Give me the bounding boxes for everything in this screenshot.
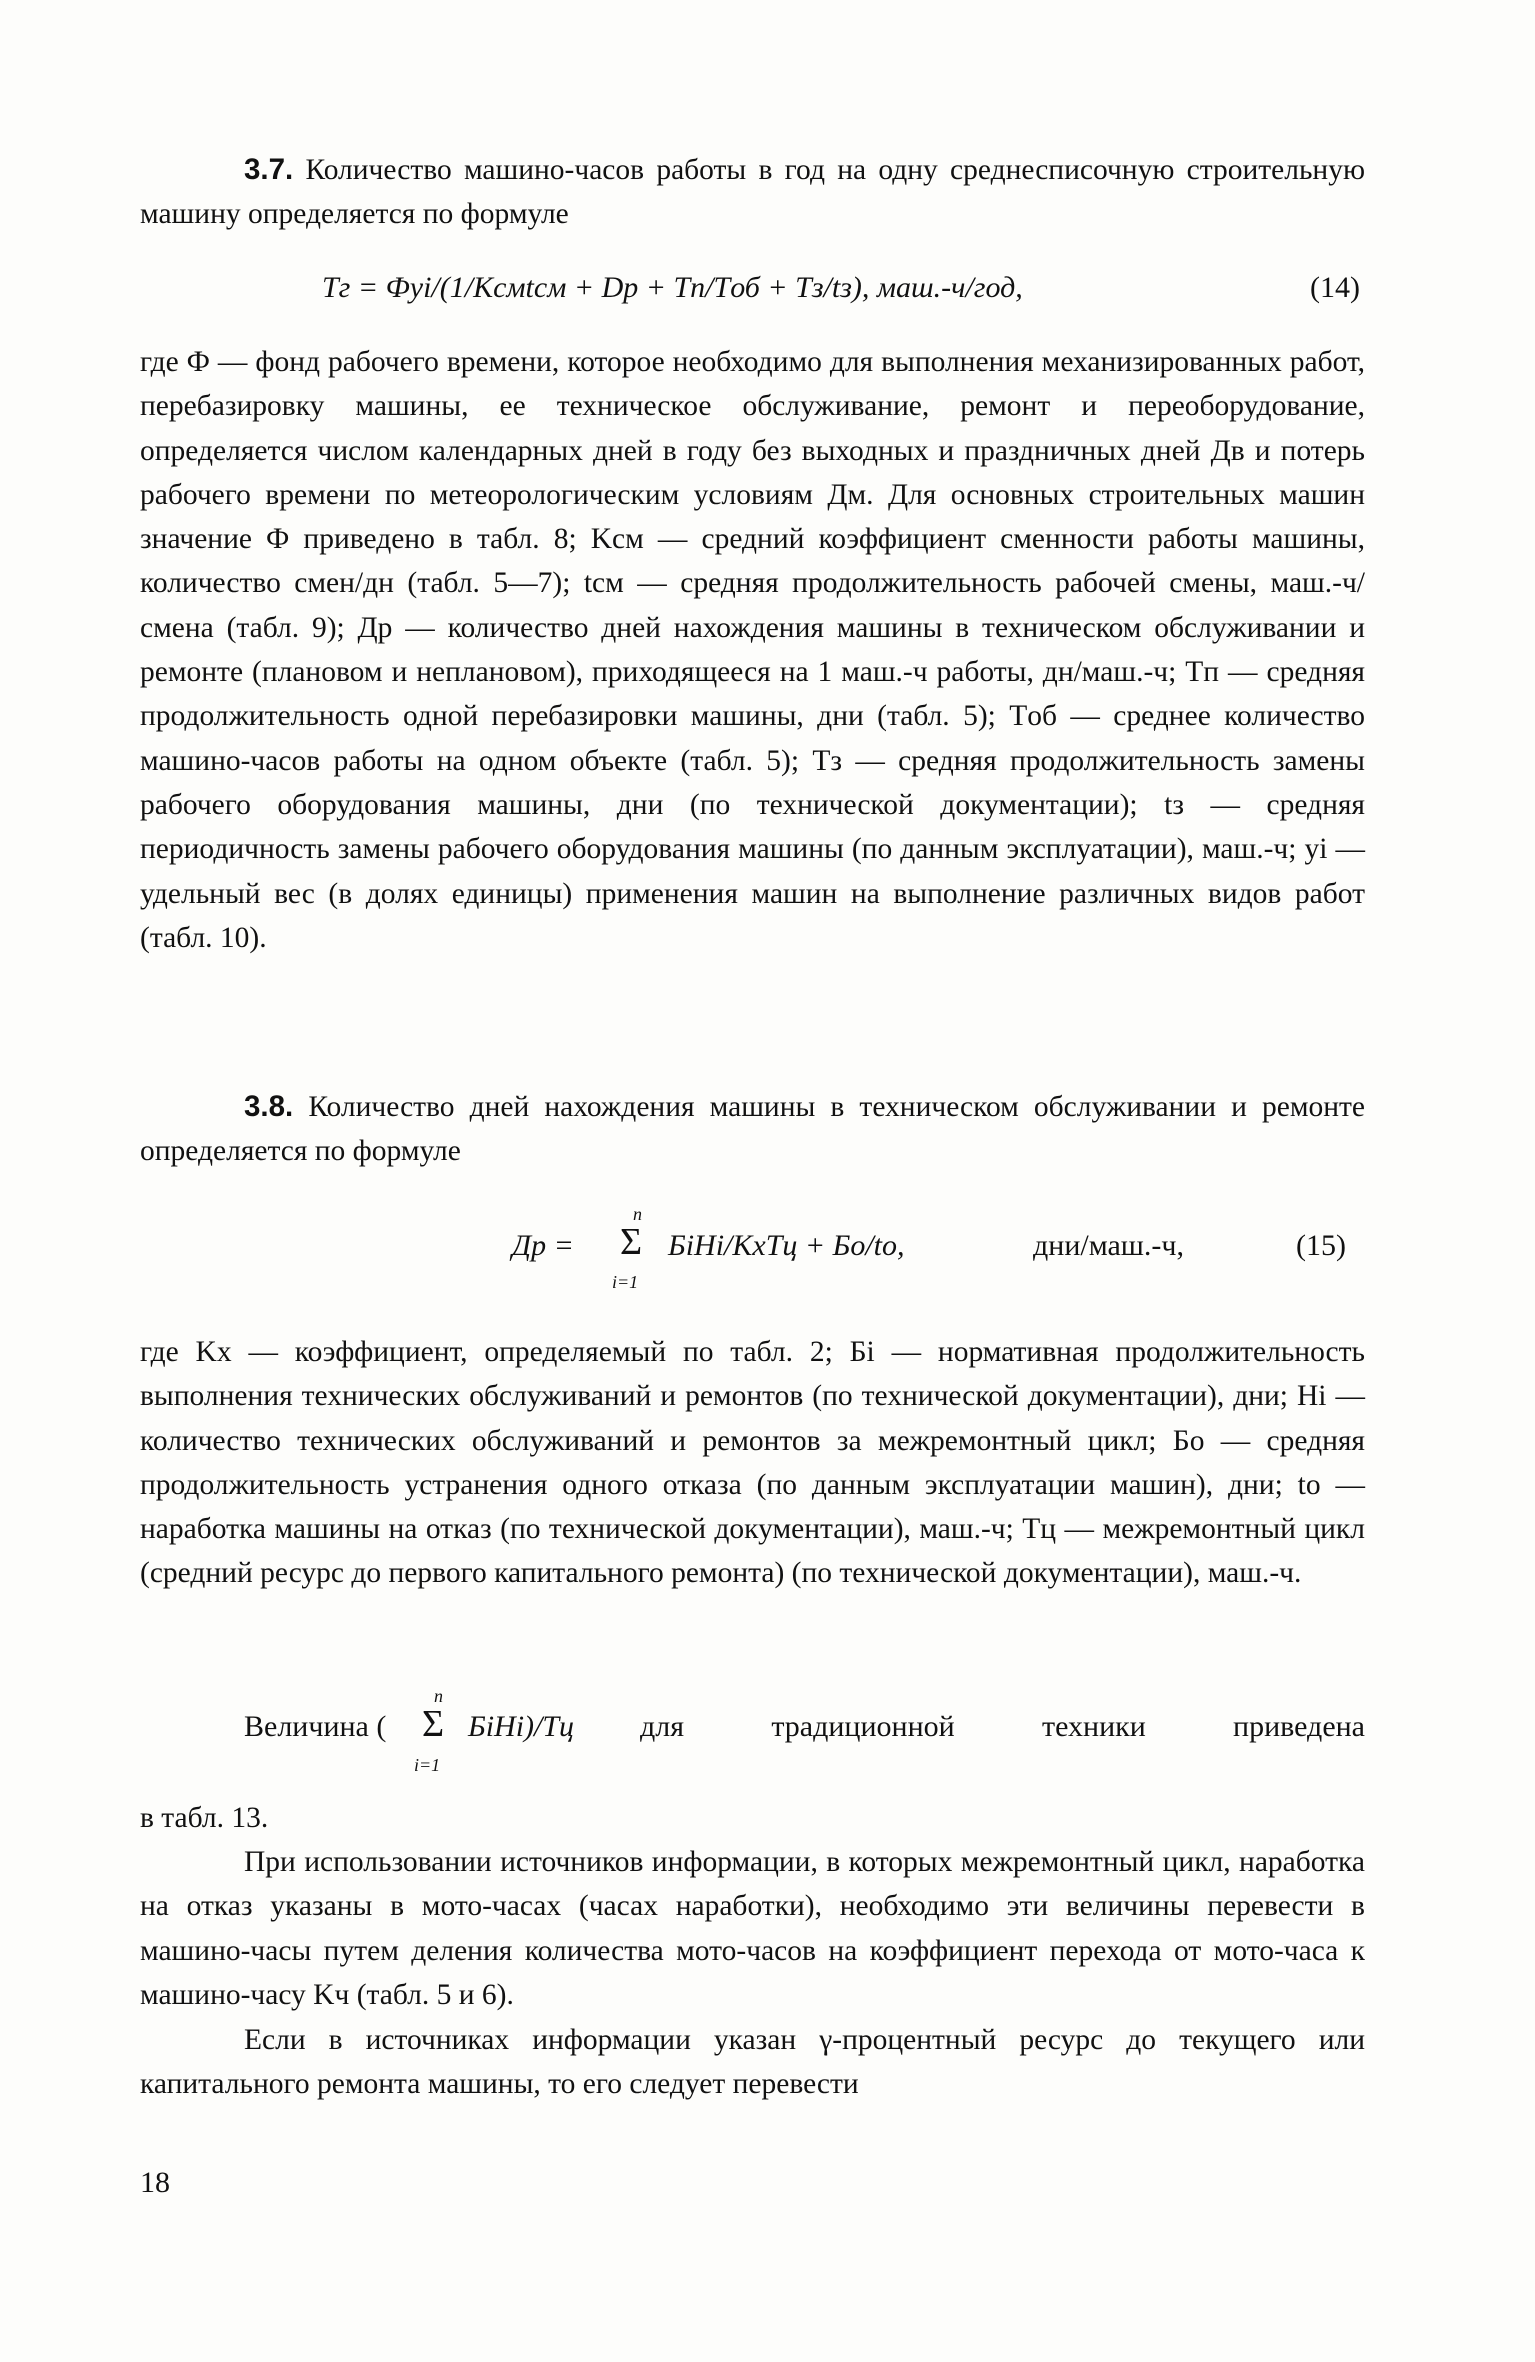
value-line-lead: Величина ( (244, 1710, 387, 1743)
value-line-sum-upper: n (434, 1686, 443, 1706)
section-number-3-8: 3.8. (244, 1090, 294, 1123)
paragraph-gamma-resource: Если в источниках информации указан γ-процентный ресурс до текущего или капитального ремонта машины, то его следует перевести (140, 2024, 1365, 2101)
value-line-tail: для традиционной техники приведена (640, 1710, 1365, 1743)
formula-14-definitions: где Ф — фонд рабочего времени, которое необходимо для выполнения механизированных работ, перебазировку машины, ее техническое обслуживание, ремонт и переоборудование, определяется числом календарных дней в году без выходных и праздничных дней Дв и потерь рабочего времени по метеорологическим условиям Дм. Для основных строительных машин значение Ф приведено в табл. 8; Kсм — средний коэффициент сменности работы машины, количество смен/дн (табл. 5—7); tсм — средняя продолжительность рабочей смены, маш.-ч/смена (табл. 9); Др — количество дней нахождения машины в техническом обслуживании и ремонте (плановом и неплановом), приходящееся на 1 маш.-ч работы, дн/маш.-ч; Tп — средняя продолжительность одной перебазировки машины, дни (табл. 5); Tоб — среднее количество машино-часов работы на одном объекте (табл. 5); Tз — средняя продолжительность замены рабочего оборудования машины, дни (по технической документации); tз — средняя периодичность замены рабочего оборудования машины (по данным эксплуатации), маш.-ч; yi — удельный вес (в долях единицы) применения машин на выполнение различных видов работ (табл. 10). (140, 346, 1365, 954)
formula-15-lhs: Др = (512, 1229, 574, 1262)
paragraph-3-7-text: Количество машино-часов работы в год на одну среднесписочную строительную машину определяется по формуле (140, 154, 1365, 231)
formula-15-definitions: где Kx — коэффициент, определяемый по табл. 2; Бi — нормативная продолжительность выполнения технических обслуживаний и ремонтов (по технической документации), дни; Hi — количество технических обслуживаний и ремонтов за межремонтный цикл; Бо — средняя продолжительность устранения одного отказа (по данным эксплуатации машин), дни; tо — наработка машины на отказ (по технической документации), маш.-ч; Tц — межремонтный цикл (средний ресурс до первого капитального ремонта) (по технической документации), маш.-ч. (140, 1336, 1365, 1590)
section-number-3-7: 3.7. (244, 153, 294, 186)
paragraph-3-8-text: Количество дней нахождения машины в техническом обслуживании и ремонте определяется по формуле (140, 1091, 1366, 1168)
formula-15-sum-upper: n (633, 1204, 642, 1224)
equation-number-14: (14) (1310, 271, 1360, 304)
formula-14: Tг = Фyi/(1/Kсмtсм + Dр + Tп/Tоб + Tз/tз), маш.-ч/год, (322, 271, 1023, 304)
formula-15-sum-lower: i=1 (612, 1272, 639, 1292)
paragraph-3-8 (140, 1085, 1365, 1174)
value-line-sigma: Σ (422, 1703, 445, 1745)
paragraph-3-7 (140, 148, 1365, 237)
value-line-continuation: в табл. 13. (140, 1802, 269, 1834)
value-line-expression: БiHi)/Tц (468, 1710, 575, 1743)
formula-15-sigma: Σ (620, 1221, 643, 1263)
page-number: 18 (140, 2166, 170, 2199)
formula-15-units: дни/маш.-ч, (1033, 1229, 1184, 1262)
formula-15-rhs: БiHi/KxTц + Бо/tо, (668, 1229, 905, 1262)
value-line-sum-lower: i=1 (414, 1755, 441, 1775)
paragraph-moto-hours: При использовании источников информации, в которых межремонтный цикл, наработка на отказ указаны в мото-часах (часах наработки), необходимо эти величины перевести в машино-часы путем деления количества мото-часов на коэффициент перехода от мото-часа к машино-часу Kч (табл. 5 и 6). (140, 1846, 1365, 2011)
equation-number-15: (15) (1296, 1229, 1346, 1262)
